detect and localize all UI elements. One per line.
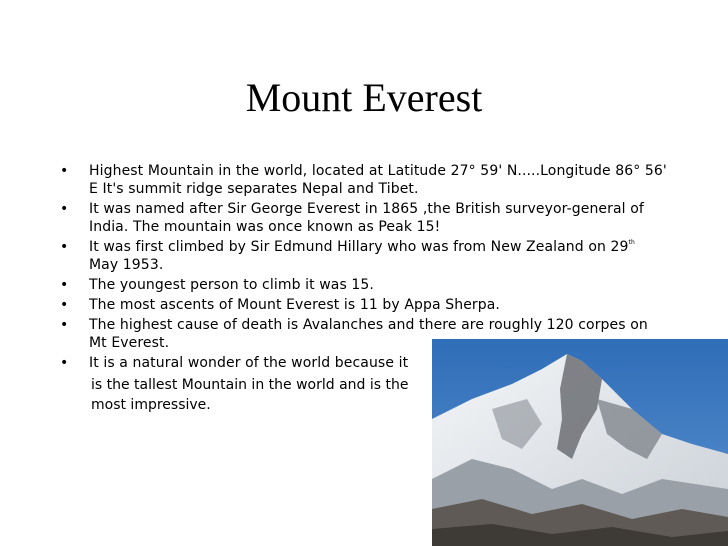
bullet-dot: • (60, 201, 69, 217)
bullet-item (0, 296, 669, 314)
bullet-text: It was first climbed by Sir Edmund Hillary who was from New Zealand on 29 (89, 239, 629, 255)
bullet-text: The most ascents of Mount Everest is 11 by Appa Sherpa. (89, 297, 500, 313)
bullet-item (0, 276, 669, 294)
mount-everest-photo (432, 339, 728, 546)
bullet-text: Highest Mountain in the world, located at Latitude 27° 59' N.....Longitude 86° 56' E It's summit ridge separates Nepal and Tibet. (89, 163, 667, 197)
slide-title: Mount Everest (245, 75, 483, 120)
bullet-text: It was named after Sir George Everest in 1865 ,the British surveyor-general of India. The mountain was once known as Peak 15! (89, 201, 644, 235)
bullet-continuation: is the tallest Mountain in the world and is the (91, 377, 409, 393)
ordinal-suffix: th (628, 239, 635, 246)
bullet-dot: • (60, 317, 69, 333)
bullet-continuation: most impressive. (91, 397, 211, 413)
bullet-text: It is a natural wonder of the world because it (89, 355, 409, 371)
bullet-dot: • (60, 355, 69, 371)
bullet-text: The highest cause of death is Avalanches and there are roughly 120 corpes on Mt Everest. (89, 317, 648, 351)
bullet-item (0, 238, 659, 274)
bullet-dot: • (60, 277, 69, 293)
bullet-dot: • (60, 163, 69, 179)
bullet-item (0, 200, 669, 236)
bullet-dot: • (60, 239, 69, 255)
bullet-text: The youngest person to climb it was 15. (89, 277, 374, 293)
bullet-dot: • (60, 297, 69, 313)
bullet-text-tail: May 1953. (89, 257, 164, 273)
bullet-item (0, 162, 669, 198)
